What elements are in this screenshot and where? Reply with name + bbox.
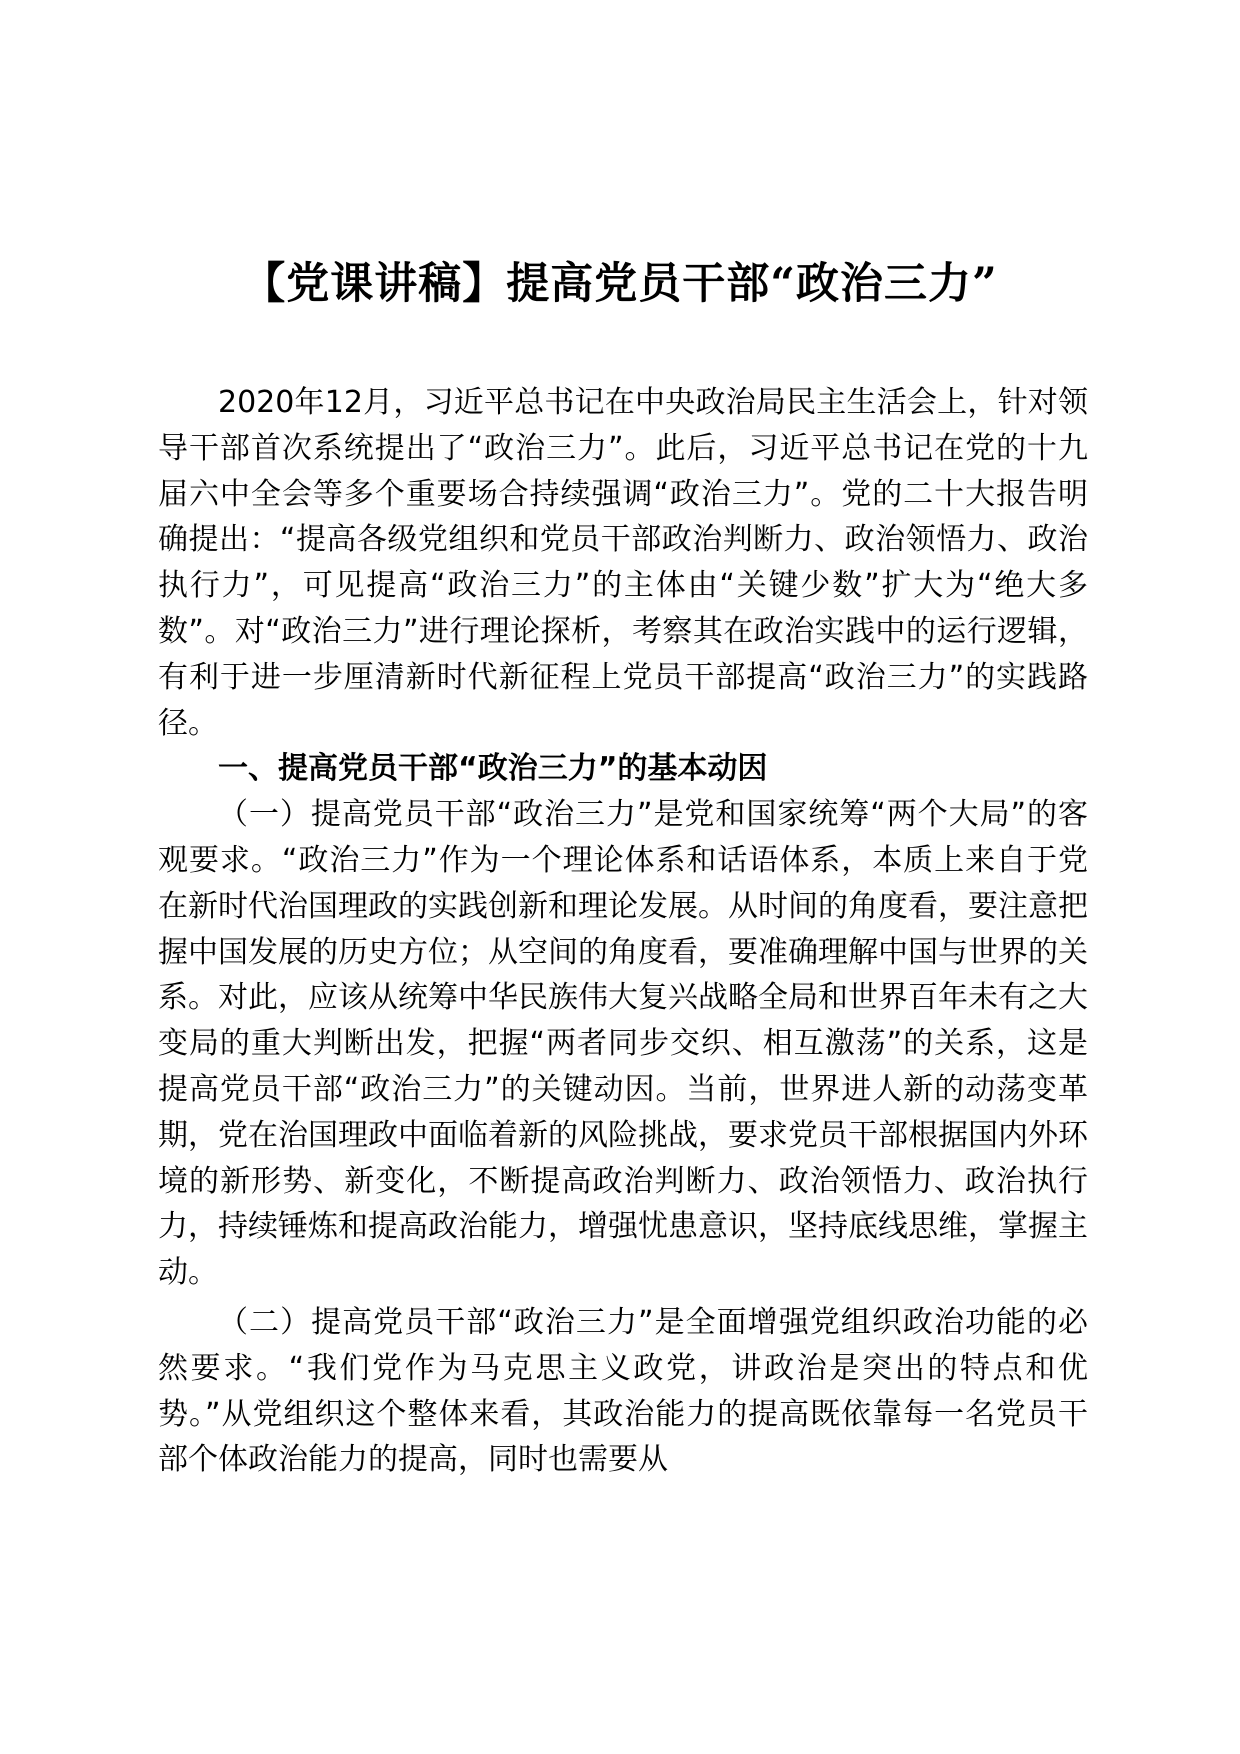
paragraph-section-1-1: （一）提高党员干部“政治三力”是党和国家统筹“两个大局”的客观要求。“政治三力”作为一个理论体系和话语体系，本质上来自于党在新时代治国理政的实践创新和理论发展。从时间的角度看，要注意把握中国发展的历史方位；从空间的角度看，要准确理解中国与世界的关系。对此，应该从统筹中华民族伟大复兴战略全局和世界百年未有之大变局的重大判断出发，把握“两者同步交织、相互激荡”的关系，这是提高党员干部“政治三力”的关键动因。当前，世界进人新的动荡变革期，党在治国理政中面临着新的风险挑战，要求党员干部根据国内外环境的新形势、新变化，不断提高政治判断力、政治领悟力、政治执行力，持续锤炼和提高政治能力，增强忧患意识，坚持底线思维，掌握主动。	[158, 797, 1088, 1291]
paragraph-intro: 2020年12月，习近平总书记在中央政治局民主生活会上，针对领导干部首次系统提出了“政治三力”。此后，习近平总书记在党的十九届六中全会等多个重要场合持续强调“政治三力”。党的二十大报告明确提出：“提高各级党组织和党员干部政治判断力、政治领悟力、政治执行力”，可见提高“政治三力”的主体由“关键少数”扩大为“绝大多数”。对“政治三力”进行理论探析，考察其在政治实践中的运行逻辑，有利于进一步厘清新时代新征程上党员干部提高“政治三力”的实践路径。	[158, 385, 1088, 741]
document-title: 【党课讲稿】提高党员干部“政治三力”	[242, 259, 998, 309]
paragraph-section-1-2: （二）提高党员干部“政治三力”是全面增强党组织政治功能的必然要求。“我们党作为马克思主义政党，讲政治是突出的特点和优势。”从党组织这个整体来看，其政治能力的提高既依靠每一名党员干部个体政治能力的提高，同时也需要从	[158, 1304, 1088, 1478]
document-body	[158, 380, 1088, 1483]
section-heading-1: 一、提高党员干部“政治三力”的基本动因	[218, 751, 768, 787]
